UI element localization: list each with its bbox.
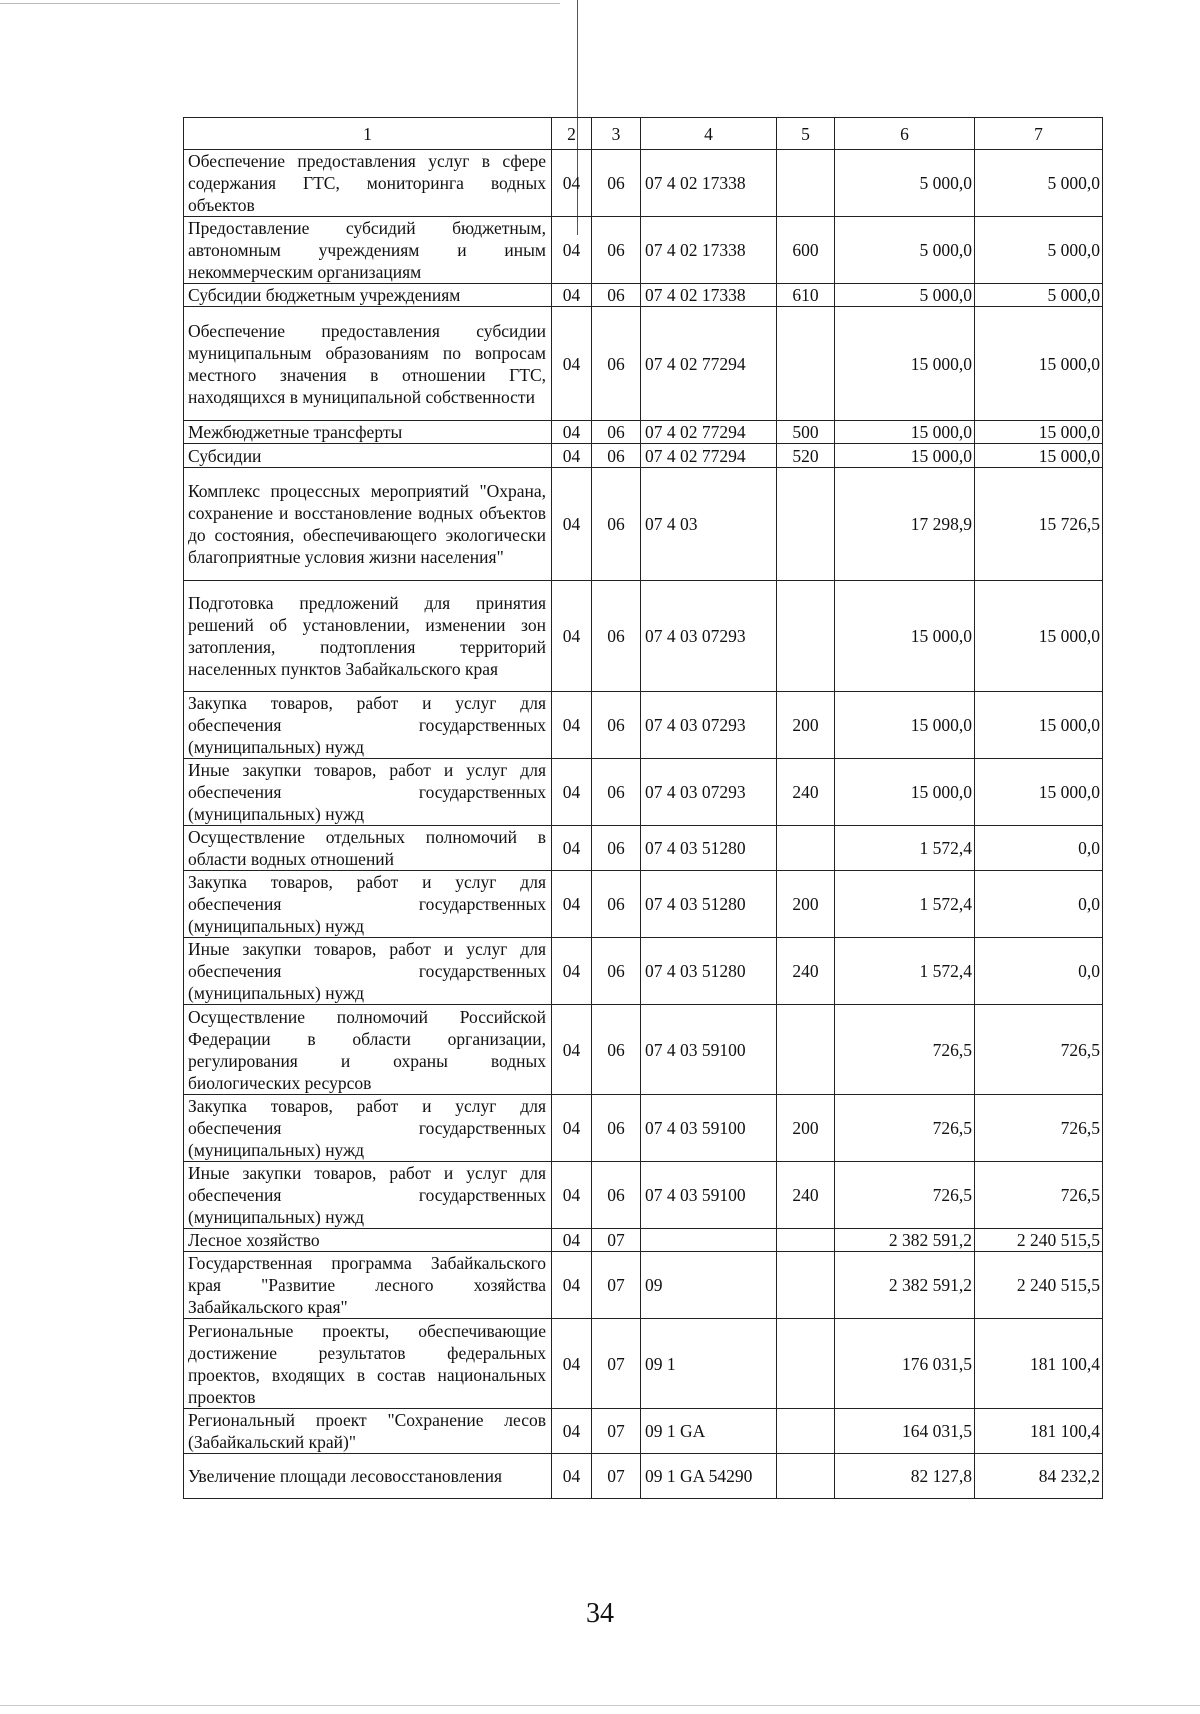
row-expense-type-cell: 500 (777, 421, 835, 444)
header-col-1: 1 (184, 118, 552, 150)
header-col-4: 4 (641, 118, 777, 150)
row-name-cell: Закупка товаров, работ и услуг для обеспечения государственных (муниципальных) нужд (184, 692, 552, 759)
row-expense-type-cell: 240 (777, 938, 835, 1005)
table-row (184, 1409, 1103, 1454)
header-row (184, 118, 1103, 150)
row-target-article-cell: 07 4 02 17338 (641, 150, 777, 217)
row-target-article-cell: 07 4 02 77294 (641, 444, 777, 468)
row-section-cell: 04 (552, 1162, 592, 1229)
row-expense-type-cell: 610 (777, 284, 835, 307)
row-amount-year2-cell: 181 100,4 (975, 1409, 1103, 1454)
row-subsection-cell: 06 (592, 871, 641, 938)
row-subsection-cell: 06 (592, 826, 641, 871)
table-row (184, 1162, 1103, 1229)
row-subsection-cell: 06 (592, 759, 641, 826)
row-subsection-cell: 06 (592, 444, 641, 468)
row-target-article-cell (641, 1229, 777, 1252)
row-expense-type-cell: 200 (777, 871, 835, 938)
row-name-cell: Субсидии бюджетным учреждениям (184, 284, 552, 307)
row-subsection-cell: 06 (592, 938, 641, 1005)
row-amount-year1-cell: 15 000,0 (835, 444, 975, 468)
row-target-article-cell: 07 4 03 (641, 468, 777, 581)
row-subsection-cell: 06 (592, 468, 641, 581)
row-amount-year1-cell: 726,5 (835, 1005, 975, 1095)
row-amount-year2-cell: 0,0 (975, 938, 1103, 1005)
row-name-cell: Осуществление полномочий Российской Федерации в области организации, регулирования и охраны водных биологических ресурсов (184, 1005, 552, 1095)
row-section-cell: 04 (552, 444, 592, 468)
row-amount-year2-cell: 15 000,0 (975, 307, 1103, 421)
table-row (184, 468, 1103, 581)
row-section-cell: 04 (552, 581, 592, 692)
row-amount-year1-cell: 726,5 (835, 1162, 975, 1229)
row-section-cell: 04 (552, 871, 592, 938)
row-amount-year1-cell: 164 031,5 (835, 1409, 975, 1454)
row-subsection-cell: 06 (592, 1162, 641, 1229)
row-expense-type-cell: 240 (777, 759, 835, 826)
row-target-article-cell: 07 4 03 51280 (641, 938, 777, 1005)
row-subsection-cell: 06 (592, 692, 641, 759)
row-section-cell: 04 (552, 826, 592, 871)
row-expense-type-cell: 520 (777, 444, 835, 468)
table-row (184, 284, 1103, 307)
table-row (184, 1005, 1103, 1095)
row-section-cell: 04 (552, 1454, 592, 1499)
row-name-cell: Закупка товаров, работ и услуг для обеспечения государственных (муниципальных) нужд (184, 871, 552, 938)
row-name-cell: Региональные проекты, обеспечивающие достижение результатов федеральных проектов, входящих в состав национальных проектов (184, 1319, 552, 1409)
row-subsection-cell: 06 (592, 150, 641, 217)
table-row (184, 938, 1103, 1005)
row-amount-year1-cell: 15 000,0 (835, 581, 975, 692)
row-amount-year2-cell: 15 726,5 (975, 468, 1103, 581)
row-amount-year2-cell: 2 240 515,5 (975, 1252, 1103, 1319)
row-name-cell: Лесное хозяйство (184, 1229, 552, 1252)
row-target-article-cell: 09 1 (641, 1319, 777, 1409)
header-col-2: 2 (552, 118, 592, 150)
row-name-cell: Региональный проект "Сохранение лесов (Забайкальский край)" (184, 1409, 552, 1454)
row-amount-year2-cell: 15 000,0 (975, 444, 1103, 468)
row-expense-type-cell (777, 468, 835, 581)
row-section-cell: 04 (552, 1095, 592, 1162)
row-section-cell: 04 (552, 1229, 592, 1252)
row-subsection-cell: 06 (592, 421, 641, 444)
row-amount-year1-cell: 2 382 591,2 (835, 1252, 975, 1319)
row-target-article-cell: 09 1 GA 54290 (641, 1454, 777, 1499)
row-amount-year2-cell: 15 000,0 (975, 692, 1103, 759)
row-amount-year2-cell: 15 000,0 (975, 759, 1103, 826)
row-amount-year1-cell: 5 000,0 (835, 150, 975, 217)
table-row (184, 581, 1103, 692)
row-amount-year1-cell: 82 127,8 (835, 1454, 975, 1499)
row-section-cell: 04 (552, 217, 592, 284)
row-subsection-cell: 06 (592, 284, 641, 307)
row-name-cell: Осуществление отдельных полномочий в области водных отношений (184, 826, 552, 871)
row-target-article-cell: 07 4 02 77294 (641, 307, 777, 421)
row-name-cell: Обеспечение предоставления услуг в сфере содержания ГТС, мониторинга водных объектов (184, 150, 552, 217)
table-row (184, 759, 1103, 826)
row-amount-year1-cell: 15 000,0 (835, 692, 975, 759)
row-name-cell: Субсидии (184, 444, 552, 468)
row-amount-year2-cell: 5 000,0 (975, 284, 1103, 307)
row-expense-type-cell (777, 1252, 835, 1319)
budget-table (183, 117, 1103, 1499)
row-target-article-cell: 07 4 02 17338 (641, 217, 777, 284)
row-amount-year1-cell: 15 000,0 (835, 421, 975, 444)
row-target-article-cell: 07 4 03 59100 (641, 1162, 777, 1229)
row-expense-type-cell (777, 581, 835, 692)
row-name-cell: Иные закупки товаров, работ и услуг для обеспечения государственных (муниципальных) нужд (184, 1162, 552, 1229)
row-name-cell: Обеспечение предоставления субсидии муниципальным образованиям по вопросам местного значения в отношении ГТС, находящихся в муниципальной собственности (184, 307, 552, 421)
table-row (184, 1319, 1103, 1409)
row-section-cell: 04 (552, 1319, 592, 1409)
row-subsection-cell: 07 (592, 1319, 641, 1409)
row-expense-type-cell (777, 307, 835, 421)
row-amount-year1-cell: 1 572,4 (835, 826, 975, 871)
row-section-cell: 04 (552, 468, 592, 581)
row-name-cell: Иные закупки товаров, работ и услуг для обеспечения государственных (муниципальных) нужд (184, 759, 552, 826)
row-amount-year2-cell: 84 232,2 (975, 1454, 1103, 1499)
row-subsection-cell: 06 (592, 1095, 641, 1162)
row-target-article-cell: 07 4 03 59100 (641, 1005, 777, 1095)
header-col-5: 5 (777, 118, 835, 150)
row-amount-year1-cell: 176 031,5 (835, 1319, 975, 1409)
row-section-cell: 04 (552, 692, 592, 759)
row-section-cell: 04 (552, 150, 592, 217)
scan-edge-bottom (0, 1705, 1200, 1706)
row-amount-year1-cell: 2 382 591,2 (835, 1229, 975, 1252)
row-amount-year1-cell: 15 000,0 (835, 759, 975, 826)
table-row (184, 1095, 1103, 1162)
row-section-cell: 04 (552, 1409, 592, 1454)
row-target-article-cell: 07 4 03 51280 (641, 871, 777, 938)
row-expense-type-cell: 240 (777, 1162, 835, 1229)
row-amount-year2-cell: 15 000,0 (975, 581, 1103, 692)
row-amount-year1-cell: 726,5 (835, 1095, 975, 1162)
row-amount-year2-cell: 2 240 515,5 (975, 1229, 1103, 1252)
row-amount-year2-cell: 726,5 (975, 1095, 1103, 1162)
row-amount-year2-cell: 726,5 (975, 1162, 1103, 1229)
row-subsection-cell: 07 (592, 1409, 641, 1454)
table-row (184, 1229, 1103, 1252)
row-section-cell: 04 (552, 307, 592, 421)
table-row (184, 871, 1103, 938)
row-section-cell: 04 (552, 938, 592, 1005)
row-amount-year1-cell: 1 572,4 (835, 938, 975, 1005)
row-amount-year2-cell: 726,5 (975, 1005, 1103, 1095)
table-row (184, 217, 1103, 284)
row-expense-type-cell (777, 1319, 835, 1409)
row-subsection-cell: 06 (592, 581, 641, 692)
row-expense-type-cell: 200 (777, 692, 835, 759)
row-amount-year1-cell: 5 000,0 (835, 217, 975, 284)
row-subsection-cell: 07 (592, 1454, 641, 1499)
row-name-cell: Иные закупки товаров, работ и услуг для обеспечения государственных (муниципальных) нужд (184, 938, 552, 1005)
row-expense-type-cell (777, 826, 835, 871)
row-expense-type-cell (777, 1005, 835, 1095)
row-section-cell: 04 (552, 759, 592, 826)
row-amount-year1-cell: 1 572,4 (835, 871, 975, 938)
row-name-cell: Закупка товаров, работ и услуг для обеспечения государственных (муниципальных) нужд (184, 1095, 552, 1162)
row-section-cell: 04 (552, 421, 592, 444)
table-row (184, 692, 1103, 759)
row-section-cell: 04 (552, 1252, 592, 1319)
row-name-cell: Межбюджетные трансферты (184, 421, 552, 444)
row-expense-type-cell (777, 1229, 835, 1252)
row-expense-type-cell (777, 1454, 835, 1499)
page-number: 34 (586, 1598, 614, 1629)
header-col-7: 7 (975, 118, 1103, 150)
row-target-article-cell: 07 4 02 17338 (641, 284, 777, 307)
row-target-article-cell: 07 4 03 59100 (641, 1095, 777, 1162)
row-subsection-cell: 06 (592, 217, 641, 284)
row-subsection-cell: 07 (592, 1252, 641, 1319)
row-amount-year2-cell: 181 100,4 (975, 1319, 1103, 1409)
row-target-article-cell: 07 4 03 07293 (641, 692, 777, 759)
row-expense-type-cell: 200 (777, 1095, 835, 1162)
row-name-cell: Подготовка предложений для принятия решений об установлении, изменении зон затопления, подтопления территорий населенных пунктов Забайкальского края (184, 581, 552, 692)
table-body (184, 150, 1103, 1499)
row-amount-year2-cell: 0,0 (975, 826, 1103, 871)
row-target-article-cell: 07 4 02 77294 (641, 421, 777, 444)
row-amount-year2-cell: 15 000,0 (975, 421, 1103, 444)
row-subsection-cell: 06 (592, 307, 641, 421)
table-row (184, 150, 1103, 217)
row-target-article-cell: 07 4 03 07293 (641, 581, 777, 692)
table-row (184, 307, 1103, 421)
row-target-article-cell: 07 4 03 07293 (641, 759, 777, 826)
row-name-cell: Комплекс процессных мероприятий "Охрана, сохранение и восстановление водных объектов до состояния, обеспечивающего экологически благоприятные условия жизни населения" (184, 468, 552, 581)
row-target-article-cell: 09 1 GA (641, 1409, 777, 1454)
row-name-cell: Государственная программа Забайкальского края "Развитие лесного хозяйства Забайкальского края" (184, 1252, 552, 1319)
row-subsection-cell: 06 (592, 1005, 641, 1095)
row-amount-year2-cell: 5 000,0 (975, 217, 1103, 284)
table-row (184, 444, 1103, 468)
row-amount-year1-cell: 5 000,0 (835, 284, 975, 307)
row-target-article-cell: 07 4 03 51280 (641, 826, 777, 871)
row-section-cell: 04 (552, 1005, 592, 1095)
header-col-6: 6 (835, 118, 975, 150)
row-name-cell: Увеличение площади лесовосстановления (184, 1454, 552, 1499)
row-expense-type-cell (777, 150, 835, 217)
row-amount-year2-cell: 5 000,0 (975, 150, 1103, 217)
row-amount-year1-cell: 17 298,9 (835, 468, 975, 581)
row-name-cell: Предоставление субсидий бюджетным, автономным учреждениям и иным некоммерческим организациям (184, 217, 552, 284)
header-col-3: 3 (592, 118, 641, 150)
row-amount-year1-cell: 15 000,0 (835, 307, 975, 421)
row-expense-type-cell: 600 (777, 217, 835, 284)
scan-edge-top (0, 3, 560, 4)
row-target-article-cell: 09 (641, 1252, 777, 1319)
row-expense-type-cell (777, 1409, 835, 1454)
table-row (184, 421, 1103, 444)
table-row (184, 1454, 1103, 1499)
table-row (184, 826, 1103, 871)
row-subsection-cell: 07 (592, 1229, 641, 1252)
row-amount-year2-cell: 0,0 (975, 871, 1103, 938)
table-row (184, 1252, 1103, 1319)
row-section-cell: 04 (552, 284, 592, 307)
